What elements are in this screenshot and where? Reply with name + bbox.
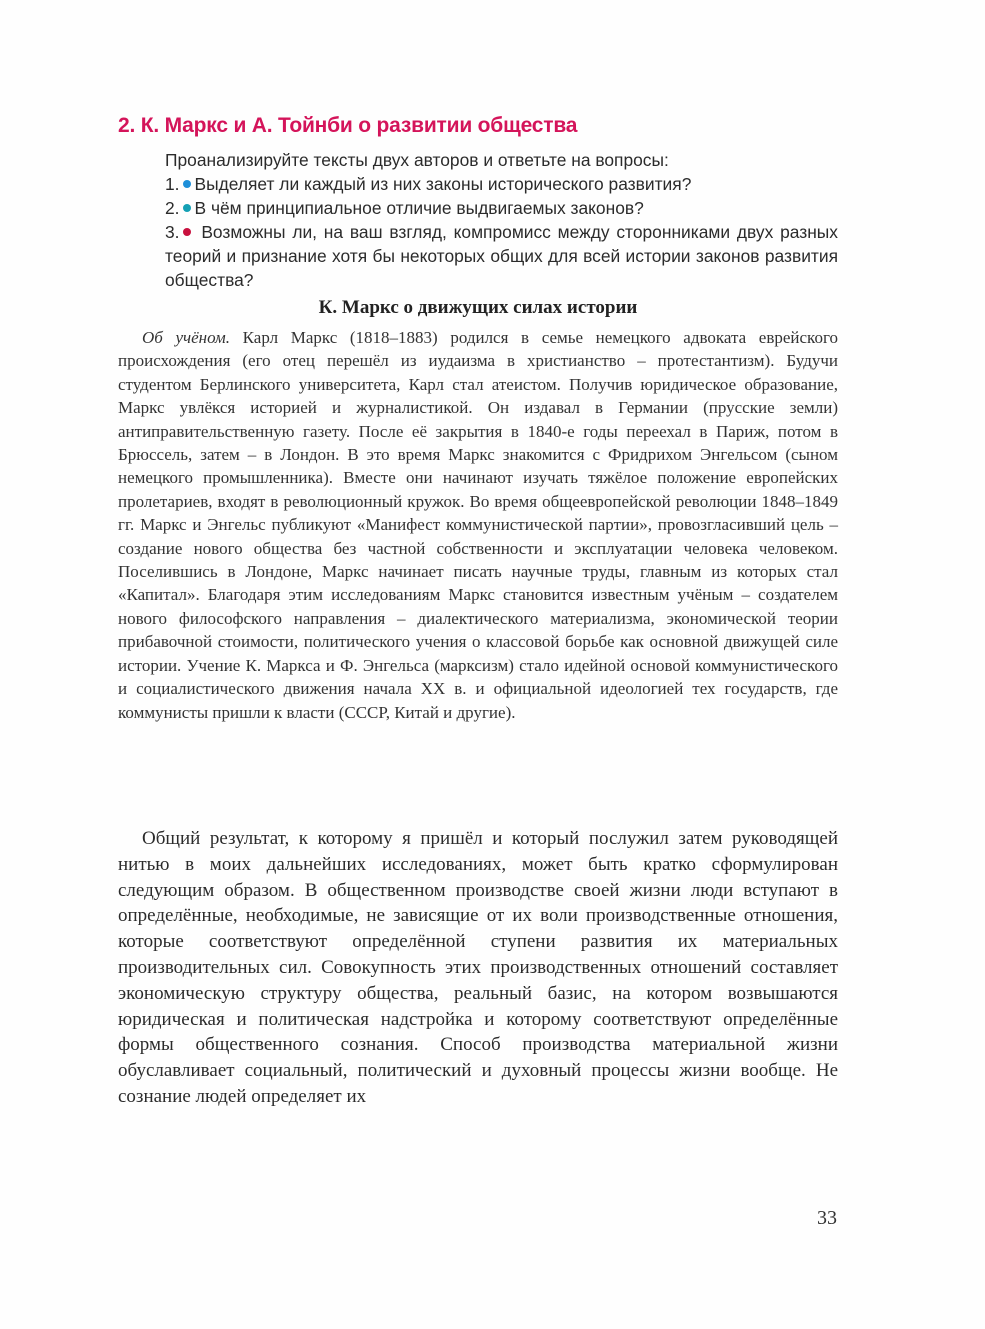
question-1 bbox=[165, 172, 838, 196]
task-intro: Проанализируйте тексты двух авторов и ответьте на вопросы: bbox=[165, 150, 669, 170]
bio-text: Карл Маркс (1818–1883) родился в семье немецкого адвоката еврейского происхождения (его отец перешёл из иудаизма в христианство – протестантизм). Будучи студентом Берлинского университета, Карл стал атеистом. Получив юридическое образование, Маркс увлёкся историей и журналистикой. Он издавал в Германии (прусские земли) антиправительственную газету. После её закрытия в 1840-е годы переехал в Париж, потом в Брюссель, затем – в Лондон. В это время Маркс знакомится с Фридрихом Энгельсом (сыном немецкого промышленника). Вместе они начинают изучать тяжёлое положение европейских пролетариев, входят в революционный кружок. Во время общеевропейской революции 1848–1849 гг. Маркс и Энгельс публикуют «Манифест коммунистической партии», провозгласивший цель – создание нового общества без частной собственности и эксплуатации человека человеком. Поселившись в Лондоне, Маркс начинает писать научные труды, главным из которых стал «Капитал». Благодаря этим исследованиям Маркс становится известным учёным – создателем нового философского направления – диалектического материализма, экономической теории прибавочной стоимости, политического учения о классовой борьбе как основной движущей силе истории. Учение К. Маркса и Ф. Энгельса (марксизм) стало идейной основой коммунистического и социалистического движения начала XX в. и официальной идеологией тех государств, где коммунисты пришли к власти (СССР, Китай и другие). bbox=[118, 328, 838, 722]
question-2 bbox=[165, 196, 838, 220]
question-text: В чём принципиальное отличие выдвигаемых законов? bbox=[194, 198, 644, 218]
task-block bbox=[165, 148, 838, 292]
question-number: 2. bbox=[165, 198, 180, 218]
question-text: Выделяет ли каждый из них законы исторического развития? bbox=[194, 174, 692, 194]
question-text: Возможны ли, на ваш взгляд, компромисс между сторонниками двух разных теорий и признание хотя бы некоторых общих для всей истории законов развития общества? bbox=[165, 222, 838, 290]
question-number: 1. bbox=[165, 174, 180, 194]
marx-quote: Общий результат, к которому я пришёл и который послужил затем руководящей нитью в моих дальнейших исследованиях, может быть кратко сформулирован следующим образом. В общественном производстве своей жизни люди вступают в определённые, необходимые, не зависящие от их воли производственные отношения, которые соответствуют определённой ступени развития их материальных производительных сил. Совокупность этих производственных отношений составляет экономическую структуру общества, реальный базис, на котором возвышаются юридическая и политическая надстройка и которому соответствуют определённые формы общественного сознания. Способ производства материальной жизни обуславливает социальный, политический и духовный процессы жизни вообще. Не сознание людей определяет их bbox=[118, 828, 838, 1107]
question-3 bbox=[165, 220, 838, 292]
excerpt-title: К. Маркс о движущих силах истории bbox=[318, 297, 638, 318]
difficulty-dot-icon bbox=[183, 228, 191, 236]
author-bio bbox=[118, 326, 838, 724]
page-number: 33 bbox=[817, 1207, 837, 1229]
section-title: 2. К. Маркс и А. Тойнби о развитии общества bbox=[118, 114, 578, 137]
difficulty-dot-icon bbox=[183, 204, 191, 212]
difficulty-dot-icon bbox=[183, 180, 191, 188]
bio-lead: Об учёном. bbox=[142, 328, 231, 347]
question-number: 3. bbox=[165, 222, 180, 242]
